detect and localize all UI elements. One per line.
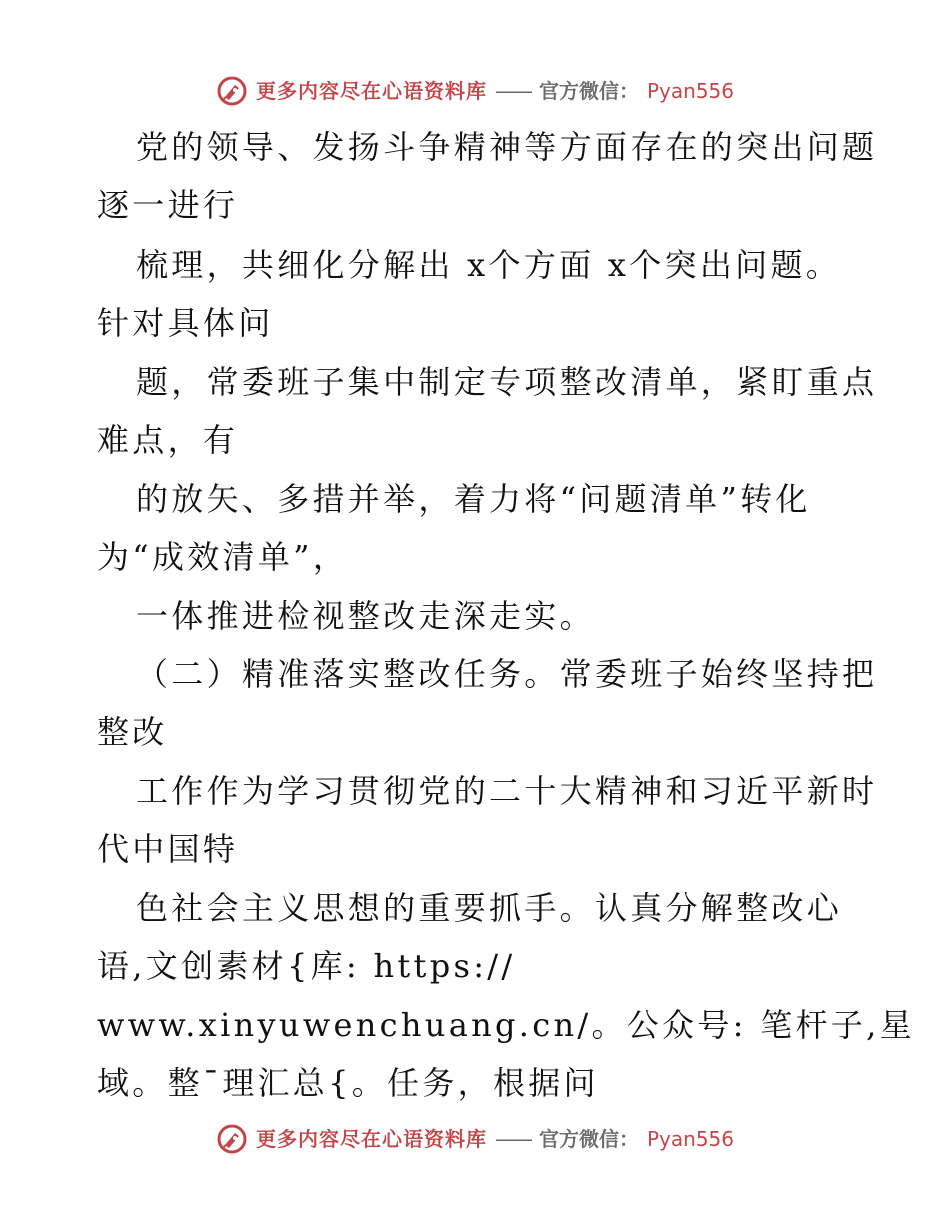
text-line: 的放矢、多措并举，着力将“问题清单”转化	[136, 480, 811, 518]
watermark-label: 官方微信：	[538, 1127, 639, 1151]
text-line: 工作作为学习贯彻党的二十大精神和习近平新时	[136, 772, 878, 810]
text-line: www.xinyuwenchuang.cn/。公众号: 笔杆子,星	[97, 1006, 915, 1044]
text-line: 代中国特	[97, 830, 239, 868]
watermark-brand: 更多内容尽在心语资料库	[255, 1127, 487, 1151]
text-line: 党的领导、发扬斗争精神等方面存在的突出问题	[136, 128, 878, 166]
text-line: 逐一进行	[97, 186, 239, 224]
watermark-wechat-id: Pyan556	[646, 1127, 734, 1151]
text-line: 梳理，共细化分解出 x个方面 x个突出问题。	[136, 246, 842, 284]
text-line: 一体推进检视整改走深走实。	[136, 597, 595, 635]
text-line: 色社会主义思想的重要抓手。认真分解整改心	[136, 889, 843, 927]
watermark-separator: ——	[494, 79, 531, 103]
footer-watermark	[0, 1123, 950, 1155]
watermark-brand: 更多内容尽在心语资料库	[255, 79, 487, 103]
text-line: 语,文创素材{库: https://	[97, 947, 516, 985]
watermark-separator: ——	[494, 1127, 531, 1151]
watermark-wechat-id: Pyan556	[646, 79, 734, 103]
text-line: 难点，有	[97, 421, 239, 459]
text-line: 为“成效清单”，	[97, 538, 349, 576]
text-line: 题，常委班子集中制定专项整改清单，紧盯重点	[136, 363, 878, 401]
text-line: 域。整¯理汇总{。任务，根据问	[97, 1064, 599, 1102]
pen-nib-circle-icon	[216, 1123, 248, 1155]
text-line: 针对具体问	[97, 304, 274, 342]
text-line: （二）精准落实整改任务。常委班子始终坚持把	[136, 655, 878, 693]
text-line: 整改	[97, 713, 168, 751]
watermark-label: 官方微信：	[538, 79, 639, 103]
